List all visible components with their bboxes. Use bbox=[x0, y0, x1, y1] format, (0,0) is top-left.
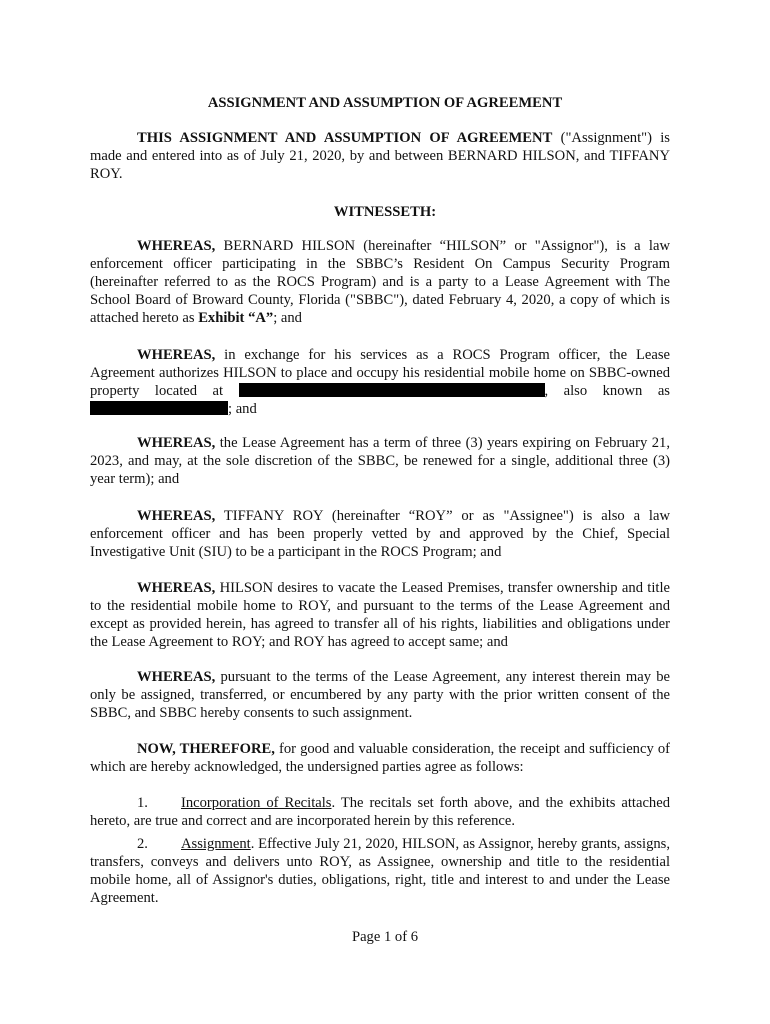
whereas-text: TIFFANY ROY (hereinafter “ROY” or as "Assignee") is also a law enforcement officer and has been properly vetted by and approved by the Chief, Special Investigative Unit (SIU) to be a participant in the ROCS Program; and bbox=[90, 508, 670, 560]
whereas-paragraph-2 bbox=[90, 346, 670, 418]
whereas-text: BERNARD HILSON (hereinafter “HILSON” or "Assignor"), is a law enforcement officer participating in the SBBC’s Resident On Campus Security Program (hereinafter referred to as the ROCS Program) and is a party to a Lease Agreement with The School Board of Broward County, Florida ("SBBC"), dated February 4, 2020, a copy of which is attached hereto as bbox=[90, 238, 670, 326]
section-1 bbox=[90, 794, 670, 830]
now-therefore-label: NOW, THEREFORE, bbox=[137, 741, 275, 757]
whereas-label: WHEREAS, bbox=[137, 669, 216, 685]
whereas-paragraph-1 bbox=[90, 237, 670, 327]
redacted-alias bbox=[90, 401, 228, 415]
section-text: . The recitals set forth above, and the exhibits attached hereto, are true and correct and are incorporated herein by this reference. bbox=[90, 795, 670, 829]
page-number: Page 1 of 6 bbox=[351, 929, 419, 945]
whereas-end: ; and bbox=[273, 310, 302, 326]
whereas-mid: , also known as bbox=[544, 383, 670, 399]
whereas-label: WHEREAS, bbox=[137, 238, 216, 254]
now-therefore-text: for good and valuable consideration, the receipt and sufficiency of which are hereby acknowledged, the undersigned parties agree as follows: bbox=[90, 741, 670, 775]
witnesseth-heading: WITNESSETH: bbox=[333, 204, 437, 220]
whereas-text: the Lease Agreement has a term of three (3) years expiring on February 21, 2023, and may, at the sole discretion of the SBBC, be renewed for a single, additional three (3) year term); and bbox=[90, 435, 670, 487]
section-2 bbox=[90, 835, 670, 907]
whereas-paragraph-5 bbox=[90, 579, 670, 651]
intro-bold: THIS ASSIGNMENT AND ASSUMPTION OF AGREEMENT bbox=[137, 130, 553, 146]
whereas-paragraph-3 bbox=[90, 434, 670, 488]
section-text: . Effective July 21, 2020, HILSON, as Assignor, hereby grants, assigns, transfers, conveys and delivers unto ROY, as Assignee, ownership and title to the residential mobile home, all of Assignor's duties, obligations, right, title and interest to and under the Lease Agreement. bbox=[90, 836, 670, 906]
section-title: Incorporation of Recitals bbox=[181, 795, 332, 811]
intro-paragraph bbox=[90, 129, 670, 183]
whereas-end: ; and bbox=[228, 401, 257, 417]
redacted-address bbox=[239, 383, 545, 397]
section-title: Assignment bbox=[181, 836, 251, 852]
document-title: ASSIGNMENT AND ASSUMPTION OF AGREEMENT bbox=[207, 95, 563, 111]
whereas-label: WHEREAS, bbox=[137, 508, 216, 524]
whereas-label: WHEREAS, bbox=[137, 347, 216, 363]
intro-text: ("Assignment") is made and entered into as of July 21, 2020, by and between BERNARD HILSON, and TIFFANY ROY. bbox=[90, 130, 670, 182]
section-number: 2. bbox=[137, 836, 148, 852]
whereas-text: in exchange for his services as a ROCS Program officer, the Lease Agreement authorizes HILSON to place and occupy his residential mobile home on SBBC-owned property located at bbox=[90, 347, 670, 399]
whereas-paragraph-6 bbox=[90, 668, 670, 722]
whereas-text: HILSON desires to vacate the Leased Premises, transfer ownership and title to the residential mobile home to ROY, and pursuant to the terms of the Lease Agreement and except as provided herein, has agreed to transfer all of his rights, liabilities and obligations under the Lease Agreement to ROY; and ROY has agreed to accept same; and bbox=[90, 580, 670, 650]
whereas-paragraph-4 bbox=[90, 507, 670, 561]
section-number: 1. bbox=[137, 795, 148, 811]
whereas-label: WHEREAS, bbox=[137, 580, 216, 596]
whereas-text: pursuant to the terms of the Lease Agreement, any interest therein may be only be assigned, transferred, or encumbered by any party with the prior written consent of the SBBC, and SBBC hereby consents to such assignment. bbox=[90, 669, 670, 721]
whereas-label: WHEREAS, bbox=[137, 435, 216, 451]
exhibit-reference: Exhibit “A” bbox=[198, 310, 274, 326]
now-therefore-paragraph bbox=[90, 740, 670, 776]
